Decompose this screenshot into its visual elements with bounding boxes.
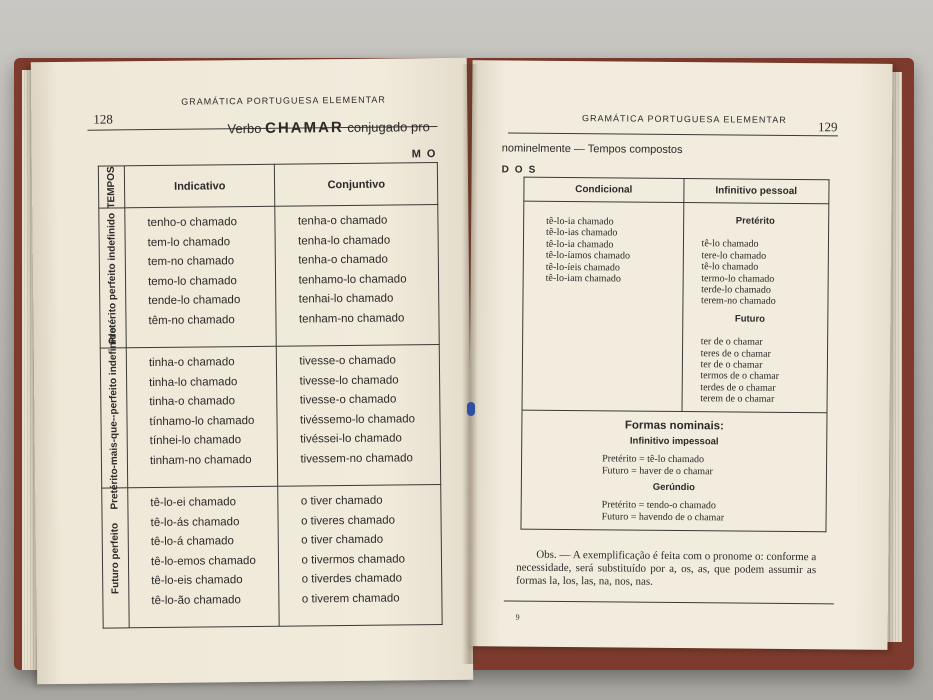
verb-form: tenhai-lo chamado xyxy=(298,292,394,306)
verb-form: ter de o chamar xyxy=(700,359,763,371)
book-gutter xyxy=(462,64,478,664)
verb-form: tê-lo-ias chamado xyxy=(546,227,618,239)
tense-label: Futuro perfeito xyxy=(102,488,129,628)
verb-form: tê-lo-íamos chamado xyxy=(545,250,631,262)
verb-form: tinha-o chamado xyxy=(148,356,235,370)
verb-form: tivesse-o chamado xyxy=(299,354,396,368)
binding-thread xyxy=(467,402,475,416)
gerundio-label: Gerúndio xyxy=(652,481,696,493)
verb-form: tivéssemo-lo chamado xyxy=(299,412,416,426)
right-head-rule xyxy=(508,132,838,136)
verb-form: o tiveres chamado xyxy=(300,514,396,527)
tempos-header: TEMPOS xyxy=(98,166,124,208)
verb-form: termos de o chamar xyxy=(700,370,780,383)
observation-note: Obs. — A exemplificação é feita com o pronome o: conforme a necessidade, será substituído por a, os, as, que podem assumir as formas la, los, las, na, nos, nas. xyxy=(515,548,817,588)
right-page xyxy=(467,60,892,650)
verb-form: ter de o chamar xyxy=(700,336,763,348)
mood-fragment-left: MO xyxy=(411,148,442,161)
verb-form: tivesse-o chamado xyxy=(299,393,397,407)
verb-form: tenhamo-lo chamado xyxy=(298,272,407,287)
title-verb: CHAMAR xyxy=(264,119,344,137)
table-row xyxy=(99,205,439,349)
right-page-number: 129 xyxy=(817,119,838,135)
verb-form: o tiver chamado xyxy=(301,533,384,547)
title-suffix: conjugado pro xyxy=(347,119,430,135)
indicativo-cell xyxy=(128,486,280,628)
verb-form: temo-lo chamado xyxy=(147,274,237,288)
verb-form: tínhei-lo chamado xyxy=(149,434,242,448)
right-running-head: GRAMÁTICA PORTUGUESA ELEMENTAR xyxy=(582,113,787,125)
table-header-row xyxy=(524,177,829,204)
infinitivo-impessoal-label: Infinitivo impessoal xyxy=(629,435,719,448)
verb-form: tê-lo-ás chamado xyxy=(150,515,240,529)
left-running-head: GRAMÁTICA PORTUGUESA ELEMENTAR xyxy=(181,94,386,107)
verb-form: tere-lo chamado xyxy=(701,249,767,262)
verb-form: Futuro = haver de o chamar xyxy=(601,465,713,477)
verb-form: tê-lo-ia chamado xyxy=(546,215,614,228)
infinitivo-pessoal-cell xyxy=(682,203,829,413)
verb-form: tê-lo-ia chamado xyxy=(545,238,614,251)
verb-form: o tiverdes chamado xyxy=(301,572,403,586)
verb-form: o tiverem chamado xyxy=(301,591,400,605)
mood-fragment-right: DOS xyxy=(501,164,542,176)
verb-form: o tivermos chamado xyxy=(301,552,406,566)
table-row xyxy=(100,345,440,489)
conjuntivo-header: Conjuntivo xyxy=(275,163,438,207)
condicional-cell xyxy=(522,201,683,411)
table-row xyxy=(102,485,442,629)
verb-form: tê-lo chamado xyxy=(701,238,759,251)
verb-form: tenham-no chamado xyxy=(298,311,405,326)
verb-form: tivéssei-lo chamado xyxy=(300,432,402,446)
formas-nominais-cell xyxy=(521,410,827,532)
tense-label: Pretérito perfeito indefinido xyxy=(99,208,126,348)
right-subtitle: nominelmente — Tempos compostos xyxy=(501,142,683,157)
verb-form: teres de o chamar xyxy=(700,347,771,360)
formas-nominais-row xyxy=(521,410,827,532)
conjugation-table-left xyxy=(98,162,443,629)
formas-nominais-title: Formas nominais: xyxy=(624,419,724,433)
title-prefix: Verbo xyxy=(227,120,262,137)
verb-form: Pretérito = tendo-o chamado xyxy=(601,499,716,512)
verb-form: tinha-lo chamado xyxy=(149,375,238,389)
verb-form: Pretérito = tê-lo chamado xyxy=(602,453,705,465)
verb-form: tem-lo chamado xyxy=(147,235,231,249)
verb-form: tinha-o chamado xyxy=(149,395,236,409)
verb-form: tenha-o chamado xyxy=(297,214,388,228)
verb-form: tenha-lo chamado xyxy=(298,234,391,248)
verb-form: terdes de o chamar xyxy=(700,382,776,394)
preterito-label: Pretérito xyxy=(735,215,775,227)
conjugation-table-right xyxy=(520,177,829,532)
verb-form: tê-lo-ão chamado xyxy=(151,593,241,607)
verb-form: tê-lo-iam chamado xyxy=(545,272,621,285)
verb-form: terem de o chamar xyxy=(700,393,775,406)
verb-form: tê-lo-ei chamado xyxy=(150,496,237,510)
verb-form: o tiver chamado xyxy=(300,494,383,508)
left-page xyxy=(31,58,473,685)
signature-mark: 9 xyxy=(515,612,520,622)
table-row xyxy=(522,201,829,412)
indicativo-cell xyxy=(125,206,277,348)
verb-form: tivesse-lo chamado xyxy=(299,373,399,388)
futuro-label: Futuro xyxy=(734,313,766,325)
verb-form: Futuro = havendo de o chamar xyxy=(601,511,725,524)
verb-form: tenha-o chamado xyxy=(298,253,388,267)
verb-form: tem-no chamado xyxy=(147,255,235,269)
verb-form: tivessem-no chamado xyxy=(300,451,413,465)
right-foot-rule xyxy=(504,600,834,604)
conjuntivo-cell xyxy=(275,205,439,347)
verb-form: terem-no chamado xyxy=(701,295,776,308)
verb-form: tê-lo chamado xyxy=(701,261,759,273)
verb-form: tê-lo-emos chamado xyxy=(150,554,256,568)
conjuntivo-cell xyxy=(277,345,441,487)
indicativo-header: Indicativo xyxy=(124,164,275,208)
verb-form: tê-lo-á chamado xyxy=(150,535,234,549)
conjuntivo-cell xyxy=(278,485,442,627)
left-page-number: 128 xyxy=(93,111,113,127)
tense-label: Pretérito-mais-que--perfeito indefinido xyxy=(100,348,127,488)
verb-form: terde-lo chamado xyxy=(701,284,771,296)
verb-form: tinham-no chamado xyxy=(149,453,252,467)
verb-form: tende-lo chamado xyxy=(148,294,241,308)
table-header-row xyxy=(98,163,437,209)
condicional-header: Condicional xyxy=(524,177,684,202)
verb-form: tenho-o chamado xyxy=(147,216,238,230)
left-title xyxy=(227,118,429,137)
verb-form: tínhamo-lo chamado xyxy=(149,414,255,428)
verb-form: têm-no chamado xyxy=(148,313,235,327)
verb-form: tê-lo-íeis chamado xyxy=(545,261,620,274)
infinitivo-pessoal-header: Infinitivo pessoal xyxy=(683,179,829,204)
verb-form: tê-lo-eis chamado xyxy=(151,574,243,588)
verb-form: termo-lo chamado xyxy=(701,272,775,285)
indicativo-cell xyxy=(126,346,278,488)
